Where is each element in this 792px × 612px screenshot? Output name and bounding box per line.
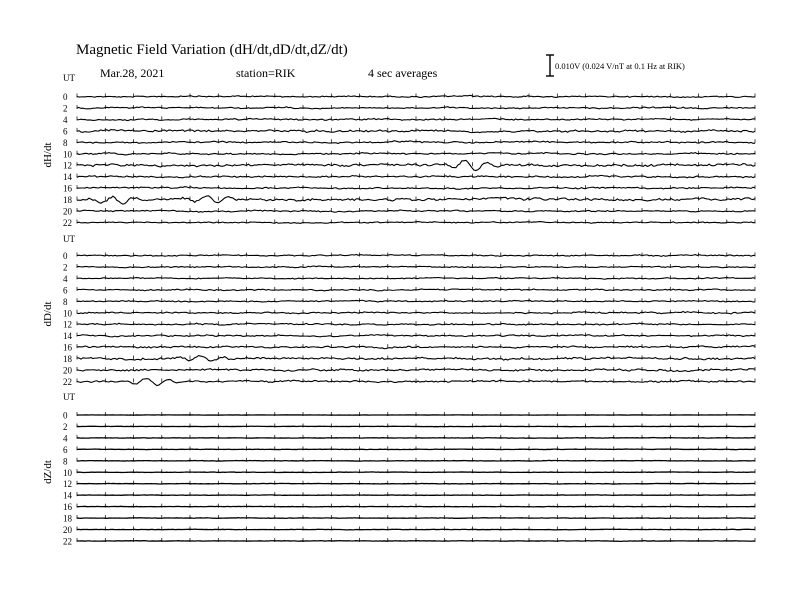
trace-line: [77, 460, 755, 461]
panels-group: [42, 73, 755, 546]
hour-label: 16: [63, 342, 72, 353]
chart-title: Magnetic Field Variation (dH/dt,dD/dt,dZ/dt): [76, 42, 348, 58]
hour-label: 18: [63, 195, 72, 206]
trace-line: [77, 495, 755, 496]
axis-ut-label-dD: UT: [63, 234, 75, 244]
hour-label: 14: [63, 331, 72, 342]
hour-label: 8: [63, 137, 68, 148]
hour-label: 6: [63, 285, 68, 296]
hour-label: 16: [63, 183, 72, 194]
averaging-label: 4 sec averages: [368, 66, 438, 80]
panel-dZ: [42, 392, 755, 546]
hour-label: 12: [63, 160, 72, 171]
hour-label: 4: [63, 433, 68, 444]
trace-line: [77, 518, 755, 519]
trace-line: [77, 529, 755, 530]
date-label: Mar.28, 2021: [100, 66, 165, 80]
trace-line: [77, 506, 755, 507]
hour-label: 12: [63, 319, 72, 330]
trace-line: [77, 472, 755, 473]
hour-label: 0: [63, 251, 68, 261]
hour-label: 20: [63, 206, 72, 217]
hour-label: 16: [63, 502, 72, 513]
hour-label: 10: [63, 308, 72, 319]
panel-dD: [42, 234, 755, 387]
station-label: station=RIK: [236, 66, 296, 80]
trace-line: [77, 438, 755, 439]
axis-ut-label-dZ: UT: [63, 392, 75, 402]
hour-label: 22: [63, 376, 72, 387]
hour-label: 4: [63, 114, 68, 125]
hour-label: 14: [63, 490, 72, 501]
hour-label: 8: [63, 456, 68, 467]
trace-line: [77, 449, 755, 450]
hour-label: 0: [63, 410, 68, 421]
hour-label: 10: [63, 467, 72, 478]
hour-label: 0: [63, 92, 68, 102]
hour-label: 2: [63, 262, 68, 273]
hour-label: 22: [63, 536, 72, 547]
scale-bar: [546, 55, 554, 76]
hour-label: 4: [63, 273, 68, 284]
axis-ut-label-dH: UT: [63, 73, 75, 83]
hour-label: 12: [63, 479, 72, 490]
hour-label: 22: [63, 217, 72, 228]
hour-label: 20: [63, 525, 72, 535]
scale-bar-label: 0.010V (0.024 V/nT at 0.1 Hz at RIK): [555, 61, 685, 71]
hour-label: 14: [63, 172, 72, 183]
hour-label: 6: [63, 444, 68, 455]
trace-line: [77, 483, 755, 484]
hour-label: 2: [63, 103, 68, 114]
ylabel-dH: dH/dt: [42, 142, 54, 168]
hour-label: 6: [63, 126, 68, 137]
hour-label: 8: [63, 296, 68, 307]
panel-dH: [42, 73, 755, 228]
hour-label: 10: [63, 149, 72, 160]
hour-label: 20: [63, 365, 72, 376]
ylabel-dD: dD/dt: [42, 301, 54, 327]
ylabel-dZ: dZ/dt: [42, 460, 54, 484]
hour-label: 18: [63, 354, 72, 365]
hour-label: 18: [63, 513, 72, 524]
hour-label: 2: [63, 421, 68, 432]
trace-line: [77, 541, 755, 542]
